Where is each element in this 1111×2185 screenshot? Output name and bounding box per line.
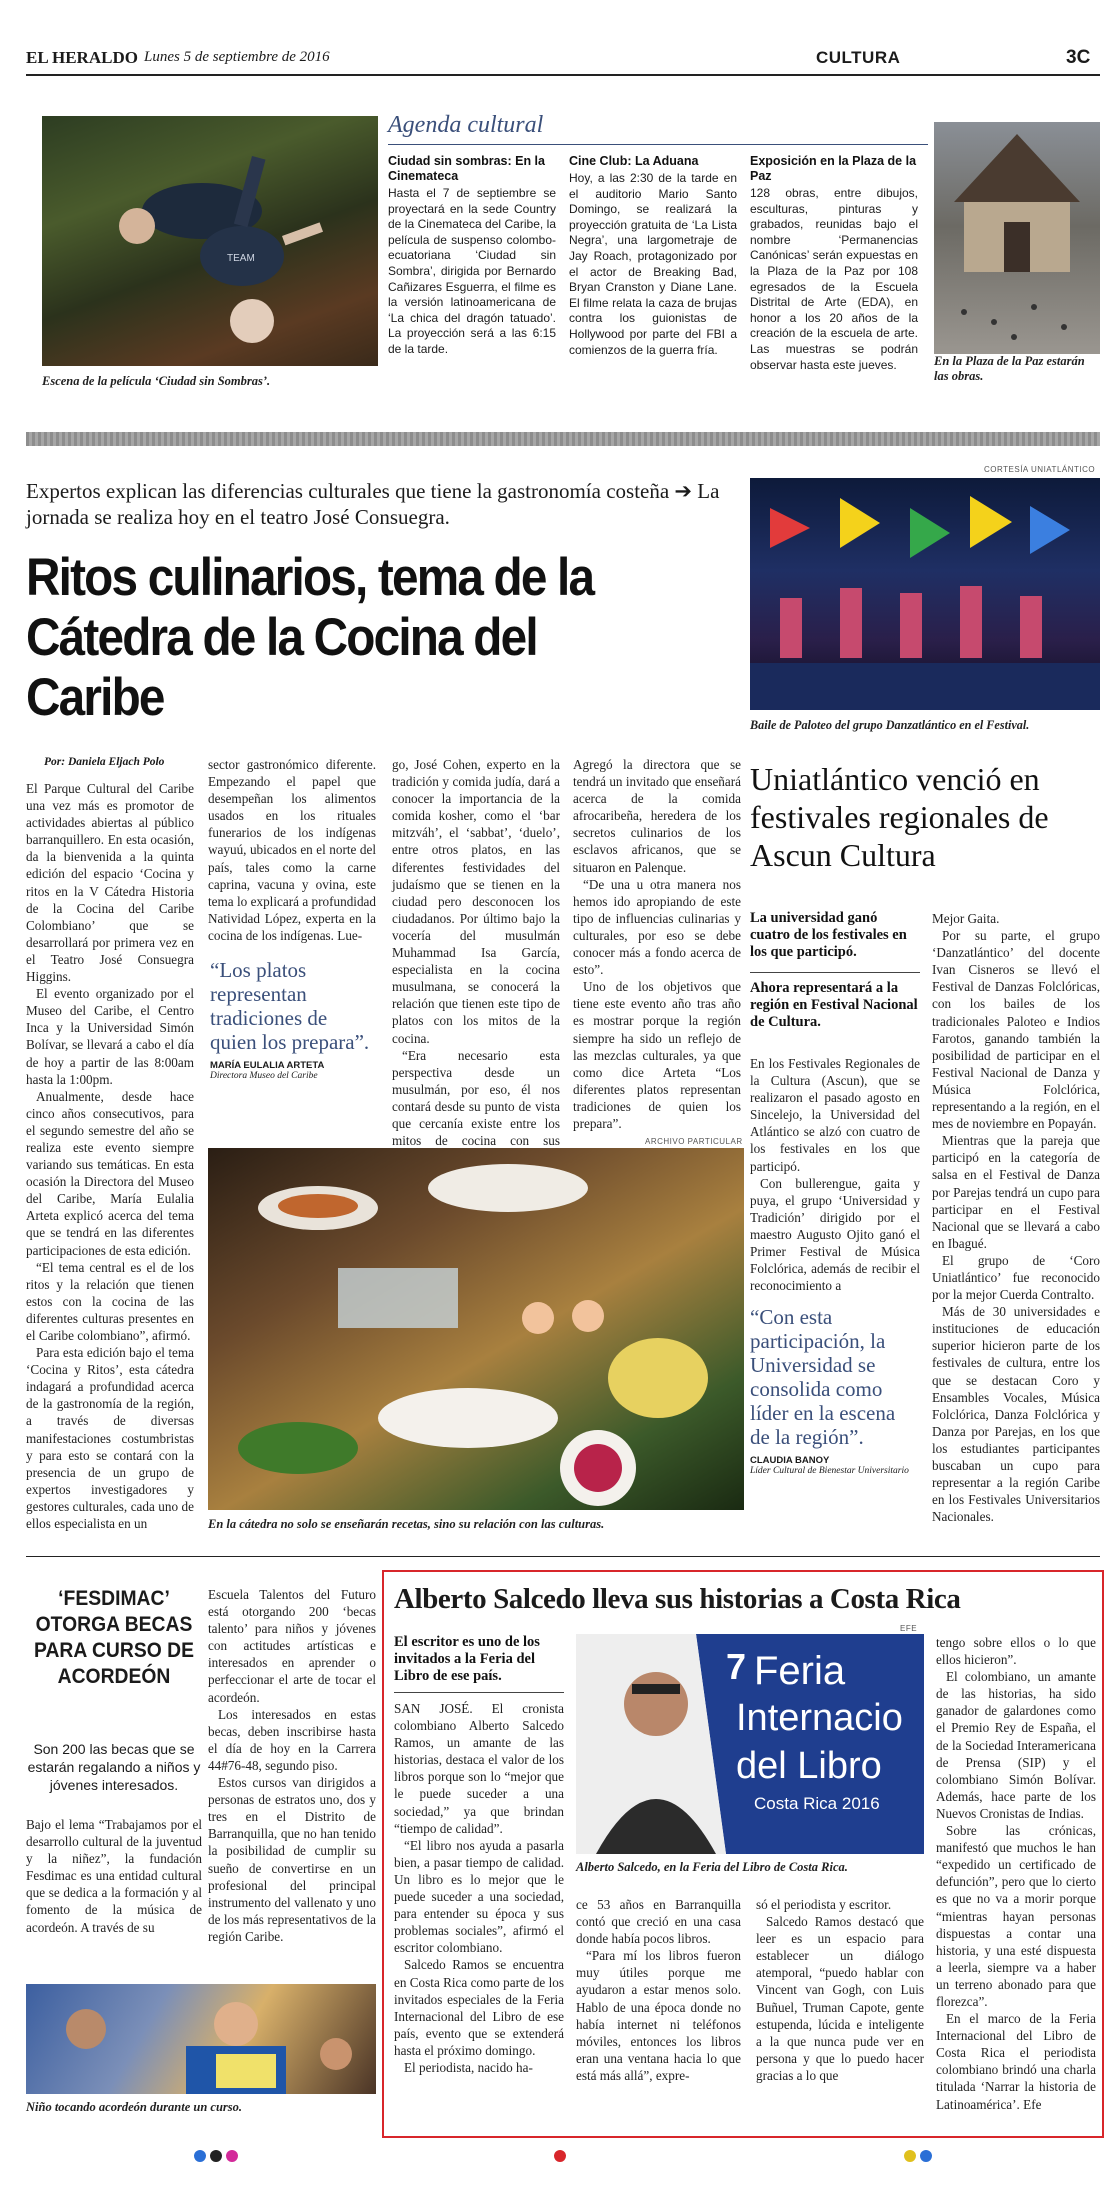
salcedo-subtitle-rule (394, 1692, 564, 1693)
salcedo-photo (576, 1634, 924, 1854)
uniatlantico-subtitle-rule (750, 972, 920, 973)
pull-quote-role: Líder Cultural de Bienestar Universitario (750, 1466, 909, 1476)
agenda-item-heading: Cine Club: La Aduana (569, 154, 699, 168)
section-divider-band (26, 432, 1100, 446)
header-rule (26, 74, 1100, 76)
section-name: CULTURA (816, 48, 901, 67)
film-scene-photo (42, 116, 378, 366)
pull-quote-text: “Los platos representan tradiciones de quien los prepara”. (210, 958, 370, 1054)
plaza-illustration (934, 122, 1100, 354)
paloteo-photo-caption: Baile de Paloteo del grupo Danzatlántico en el Festival. (750, 718, 1030, 732)
registration-marks (190, 2148, 950, 2162)
paragraph: “De una u otra manera nos hemos ido apropiando de este tipo de influencias culinarias y culturales, por eso se debe conocer más a fondo acerca de esto”. (573, 876, 741, 978)
main-story-column-4 (573, 756, 741, 1132)
agenda-item-text: Hasta el 7 de septiembre se proyectará en la sede Country de la Cinemateca del Caribe, la película de suspenso colombo-ecuatoriana ‘Ciudad sin Sombra’, dirigida por Bernardo Cañizares Esguerra, el filme es la versión latinoamericana de ‘La chica del dragón tatuado’. La proyección será a las 6:15 de la tarde. (388, 186, 556, 356)
agenda-item-heading: Exposición en la Plaza de la Paz (750, 154, 917, 183)
feria-banner-line-3: del Libro (736, 1745, 882, 1787)
pull-quote-author: CLAUDIA BANOY (750, 1455, 830, 1466)
paragraph: El grupo de ‘Coro Uniatlántico’ fue reconocido por la mejor Cuerda Contralto. (932, 1252, 1100, 1303)
accordion-illustration (26, 1984, 376, 2094)
paragraph: El periodista, nacido ha- (404, 2059, 533, 2075)
feria-banner-line-4: Costa Rica 2016 (754, 1794, 880, 1813)
paragraph: sector gastronómico diferente. Empezando el papel que desempeñan los alimentos usados en los rituales funerarios de los indígenas wayuú, ubicados en el norte del país, tales como la carne caprina, vacuna y ovina, este tema lo explicará a profundidad Natividad López, experta en la cocina de los indígenas. Lue- (208, 757, 376, 943)
paragraph: Por su parte, el grupo ‘Danzatlántico’ del docente Ivan Cisneros se llevó el Festival de Danzas Folclóricas, con los bailes de los tradicionales Paloteo e Indios Farotos, ganando también la posibilidad de participar en el Festival Nacional de Danza y Música Folclórica, representando a la región, en el mes de noviembre en Popayán. (932, 928, 1100, 1132)
paragraph: Bajo el lema “Trabajamos por el desarrollo cultural de la juventud y la niñez”, la fundación Fesdimac es una entidad cultural que se dedica a la formación y al fomento de la música de acordeón. A través de su (26, 1817, 202, 1935)
paloteo-illustration (750, 478, 1100, 710)
bottom-section-rule (26, 1556, 1100, 1557)
paragraph: Mejor Gaita. (932, 911, 1000, 926)
paragraph: Anualmente, desde hace cinco años consecutivos, para el segundo semestre del año se realiza este evento siempre variando sus temáticas. En esta ocasión la Directora del Museo del Caribe, María Eulalia Arteta explicó acerca del tema que se tendrá en las diferentes participaciones de esta edición. (26, 1088, 194, 1258)
paragraph: “Era necesario esta perspectiva desde un musulmán, por eso, él nos contará desde su punto de vista que cercanía existe entre los mitos de cocina con sus (392, 1047, 560, 1149)
paragraph: Sobre las crónicas, manifestó que muchos le han “expedido un certificado de defunción”, pero que lo cierto es que no va a morir porque “mientras hayan personas dispuestas a contar una historia, y una esté dispuesta a leerla, siempre va a haber un terreno abonado para que florezca”. (936, 1823, 1096, 2009)
main-story-column-1 (26, 780, 194, 1532)
paragraph: Más de 30 universidades e instituciones de educación superior hicieron parte de los festivales de cultura, entre los que se destacan Coro y Ensambles Vocales, Música Folclórica, Danza Folclórica y Danza por Parejas, en los que los estudiantes participantes buscaban un cupo para representar a la región Caribe en los Festivales Universitarios Nacionales. (932, 1304, 1100, 1525)
paragraph: Uno de los objetivos que tiene este evento año tras año es mostrar porque la región siempre ha sido un reflejo de las mezclas culturales, ya que como dice Arteta “Los diferentes platos representan tradiciones de quien los prepara”. (573, 979, 741, 1131)
uniatlantico-subtitle-2: Ahora representará a la región en Festival Nacional de Cultura. (750, 980, 918, 1030)
agenda-item-1 (388, 154, 556, 358)
agenda-item-3 (750, 154, 918, 373)
food-photo-caption: En la cátedra no solo se enseñarán recetas, sino su relación con las culturas. (208, 1517, 605, 1531)
paragraph: Los interesados en estas becas, deben inscribirse hasta el día de hoy en la Carrera 44#76-48, segundo piso. (208, 1706, 376, 1773)
pull-quote-text: “Con esta participación, la Universidad se consolida como líder en la escena de la región”. (750, 1305, 896, 1449)
uniatlantico-column-1 (750, 1055, 920, 1294)
registration-marks-illustration (190, 2149, 950, 2163)
feria-banner-line-2: Internacio (736, 1697, 903, 1739)
fesdimac-title: ‘FESDIMAC’ OTORGA BECAS PARA CURSO DE ACORDEÓN (34, 1587, 194, 1688)
agenda-item-text: 128 obras, entre dibujos, esculturas, pinturas y grabados, reunidas bajo el nombre ‘Permanencias Canónicas’ serán expuestas en la Plaza de la Paz por 108 egresados de la Escuela Distrital de Arte (EDA), en honor a los 20 años de la creación de la escuela de arte. Las muestras se podrán observar hasta este jueves. (750, 186, 918, 372)
main-story-title: Ritos culinarios, tema de la Cátedra de la Cocina del Caribe (26, 548, 594, 727)
accordion-photo-caption: Niño tocando acordeón durante un curso. (26, 2100, 243, 2114)
salcedo-column-4 (936, 1634, 1096, 2113)
paragraph: Mientras que la pareja que participó en la categoría de salsa en el Festival de Danza por Parejas tendrá un cupo para participar en el Festival Nacional que se llevará a cabo en Ibagué. (932, 1133, 1100, 1251)
main-story-column-2 (208, 756, 376, 944)
feria-banner-line-1: Feria (754, 1649, 846, 1693)
newspaper-name: EL HERALDO (26, 48, 138, 67)
paragraph: En los Festivales Regionales de la Cultura (Ascun), que se realizaron el pasado agosto en Sincelejo, la Universidad del Atlántico se alzó con cuatro de los festivales en los que participó. (750, 1056, 920, 1174)
agenda-item-text: Hoy, a las 2:30 de la tarde en el auditorio Mario Santo Domingo, se realizará la proyección gratuita de ‘La Lista Negra’, una largometraje de Jay Roach, protagonizado por el actor de Breaking Bad, Bryan Cranston y Diane Lane. El filme relata la caza de brujas contra los guionistas de Hollywood por parte del FBI a comienzos de la guerra fría. (569, 171, 737, 357)
uniatlantico-column-2 (932, 910, 1100, 1525)
food-photo-credit: ARCHIVO PARTICULAR (645, 1137, 743, 1146)
food-photo (208, 1148, 744, 1510)
uniatlantico-pull-quote (750, 1305, 920, 1476)
film-scene-illustration (42, 116, 378, 366)
paragraph: Con bullerengue, gaita y puya, el grupo ‘Universidad y Tradición’ dirigido por el maestro Augusto Ojito ganó el Primer Festival de Música Folclórica, además de recibir el reconocimiento a (750, 1175, 920, 1294)
agenda-title-rule (388, 144, 928, 145)
paragraph: SAN JOSÉ. El cronista colombiano Alberto Salcedo Ramos, un amante de las historias, destaca el valor de los libros porque son lo “mejor que le puede suceder a una sociedad,” ya que brindan “tiempo de calidad”. (394, 1701, 564, 1836)
salcedo-photo-caption: Alberto Salcedo, en la Feria del Libro de Costa Rica. (576, 1860, 848, 1874)
plaza-photo (934, 122, 1100, 354)
main-story-byline: Por: Daniela Eljach Polo (44, 756, 165, 768)
header-date: Lunes 5 de septiembre de 2016 (144, 49, 330, 65)
paragraph: ce 53 años en Barranquilla contó que creció en una casa donde había pocos libros. (576, 1897, 741, 1947)
paragraph: Salcedo Ramos se encuentra en Costa Rica como parte de los invitados especiales de la Feria Internacional del Libro de ese país, evento que se extenderá hasta el próximo domingo. (394, 1957, 564, 2058)
main-story-pull-quote (210, 958, 378, 1081)
agenda-title: Agenda cultural (388, 112, 544, 138)
paragraph: El colombiano, un amante de las historias, ha sido ganador de galardones como el Premio Rey de España, el de la Sociedad Interamericana de Prensa (SIP) y el colombiano Simón Bolívar. Además, hace parte de los Nuevos Cronistas de Indias. (936, 1669, 1096, 1821)
paragraph: “Para mí los libros fueron muy útiles porque me ayudaron a estar menos solo. Hablo de una época donde no había internet ni teléfonos móviles, entonces los libros eran una ventana hacia lo que está más allá”, expre- (576, 1948, 741, 2083)
agenda-item-heading: Ciudad sin sombras: En la Cinemateca (388, 154, 545, 183)
paragraph: El Parque Cultural del Caribe una vez más es promotor de actividades abiertas al público barranquillero. En esta ocasión, da la bienvenida a la quinta edición del espacio ‘Cocina y ritos en la V Cátedra Historia de la Cocina del Caribe Colombiano’ que se desarrollará por primera vez en el Teatro José Consuegra Higgins. (26, 781, 194, 985)
paragraph: Para esta edición bajo el tema ‘Cocina y Ritos’, esta cátedra indagará a profundidad acerca de la gastronomía de la región, a través de diversas manifestaciones costumbristas y para esto se contará con la presencia de un grupo de expertos investigadores y gestores culturales, cada uno de ellos especialista en un (26, 1345, 194, 1532)
salcedo-column-3 (756, 1896, 924, 2084)
uniatlantico-photo-credit: CORTESÍA UNIATLÁNTICO (984, 465, 1096, 474)
main-story-kicker: Expertos explican las diferencias culturales que tiene la gastronomía costeña ➔ La jornada se realiza hoy en el teatro José Consuegra. (26, 479, 720, 529)
page-header (26, 46, 1100, 84)
pull-quote-role: Directora Museo del Caribe (210, 1071, 318, 1081)
paragraph: go, José Cohen, experto en la tradición y comida judía, dará a conocer la importancia de la comida kosher, como el ‘bar mitzváh’, el ‘sabbat’, ‘duelo’, entre otros platos, en las diferentes festividades del judaísmo que se tienen en la ciudad pero desconocen los ciudadanos. Por último bajo la vocería del musulmán Muhammad Isa García, especialista en la cocina musulmana, se conocerá la relación que tienen este tipo de platos con los mitos de la cocina. (392, 757, 560, 1046)
food-illustration (208, 1148, 744, 1510)
feria-banner-number: 7 (726, 1646, 747, 1687)
salcedo-column-2 (576, 1896, 741, 2084)
fesdimac-column-1 (26, 1816, 202, 1936)
paragraph: só el periodista y escritor. (756, 1897, 892, 1912)
paragraph: “El libro nos ayuda a pasarla bien, a pasar tiempo de calidad. Un libro es lo mejor que le puede suceder a una sociedad, para entender su época y sus problemas sociales”, afirmó el escritor colombiano. (394, 1837, 564, 1956)
agenda-left-caption: Escena de la película ‘Ciudad sin Sombras’. (42, 374, 271, 388)
paragraph: “El tema central es el de los ritos y la relación que tienen estos con la cocina de las diferentes culturas presentes en el Caribe colombiano”, afirmó. (26, 1259, 194, 1343)
salcedo-source: EFE (900, 1624, 918, 1633)
salcedo-column-1 (394, 1700, 564, 2076)
paragraph: En el marco de la Feria Internacional del Libro de Costa Rica el periodista colombiano brindó una charla titulada ‘Narrar la historia de Latinoamérica’. Efe (936, 2011, 1096, 2112)
paragraph: Salcedo Ramos destacó que leer es un espacio para establecer un diálogo atemporal, “puedo hablar con Vincent van Gogh, con Luis Buñuel, Truman Capote, gente estupenda, lúcida e inteligente a la que nunca pude ver en persona y que lo puedo hacer gracias a lo que (756, 1914, 924, 2083)
page-number: 3C (1066, 47, 1091, 68)
fesdimac-column-2 (208, 1586, 376, 1945)
uniatlantico-title: Uniatlántico venció en festivales regionales de Ascun Cultura (750, 761, 1049, 873)
paloteo-dance-photo (750, 478, 1100, 710)
salcedo-title: Alberto Salcedo lleva sus historias a Costa Rica (394, 1583, 961, 1615)
uniatlantico-subtitle-1: La universidad ganó cuatro de los festivales en los que participó. (750, 910, 907, 960)
paragraph: El evento organizado por el Museo del Caribe, el Centro Inca y la Universidad Simón Bolívar, se llevará a cabo el día de hoy a partir de las 8:00am hasta la 1:00pm. (26, 986, 194, 1087)
svg-text:TEAM: TEAM (227, 253, 255, 264)
paragraph: Escuela Talentos del Futuro está otorgando 200 ‘becas talento’ para niños y jóvenes con actitudes artísticas e interesados en aprender o perfeccionar el arte de tocar el acordeón. (208, 1587, 376, 1705)
accordion-photo (26, 1984, 376, 2094)
agenda-section (26, 108, 1100, 400)
agenda-right-caption: En la Plaza de la Paz estarán las obras. (934, 354, 1085, 383)
pull-quote-author: MARÍA EULALIA ARTETA (210, 1060, 325, 1071)
paragraph: Estos cursos van dirigidos a personas de estratos uno, dos y tres en el Distrito de Barranquilla, que no han tenido la posibilidad de cumplir su sueño de convertirse en un profesional del principal instrumento del vallenato y uno de los más representativos de la región Caribe. (208, 1775, 376, 1944)
agenda-item-2 (569, 154, 737, 358)
paragraph: tengo sobre ellos o lo que ellos hicieron”. (936, 1635, 1096, 1668)
main-story-column-3 (392, 756, 560, 1183)
fesdimac-subtitle: Son 200 las becas que se estarán regalando a niños y jóvenes interesados. (27, 1741, 201, 1793)
paragraph: Agregó la directora que se tendrá un invitado que enseñará acerca de la comida afrocaribeña, heredera de los secretos culinarios de los esclavos africanos, que se situaron en Palenque. (573, 757, 741, 875)
salcedo-subtitle: El escritor es uno de los invitados a la Feria del Libro de ese país. (394, 1634, 540, 1684)
